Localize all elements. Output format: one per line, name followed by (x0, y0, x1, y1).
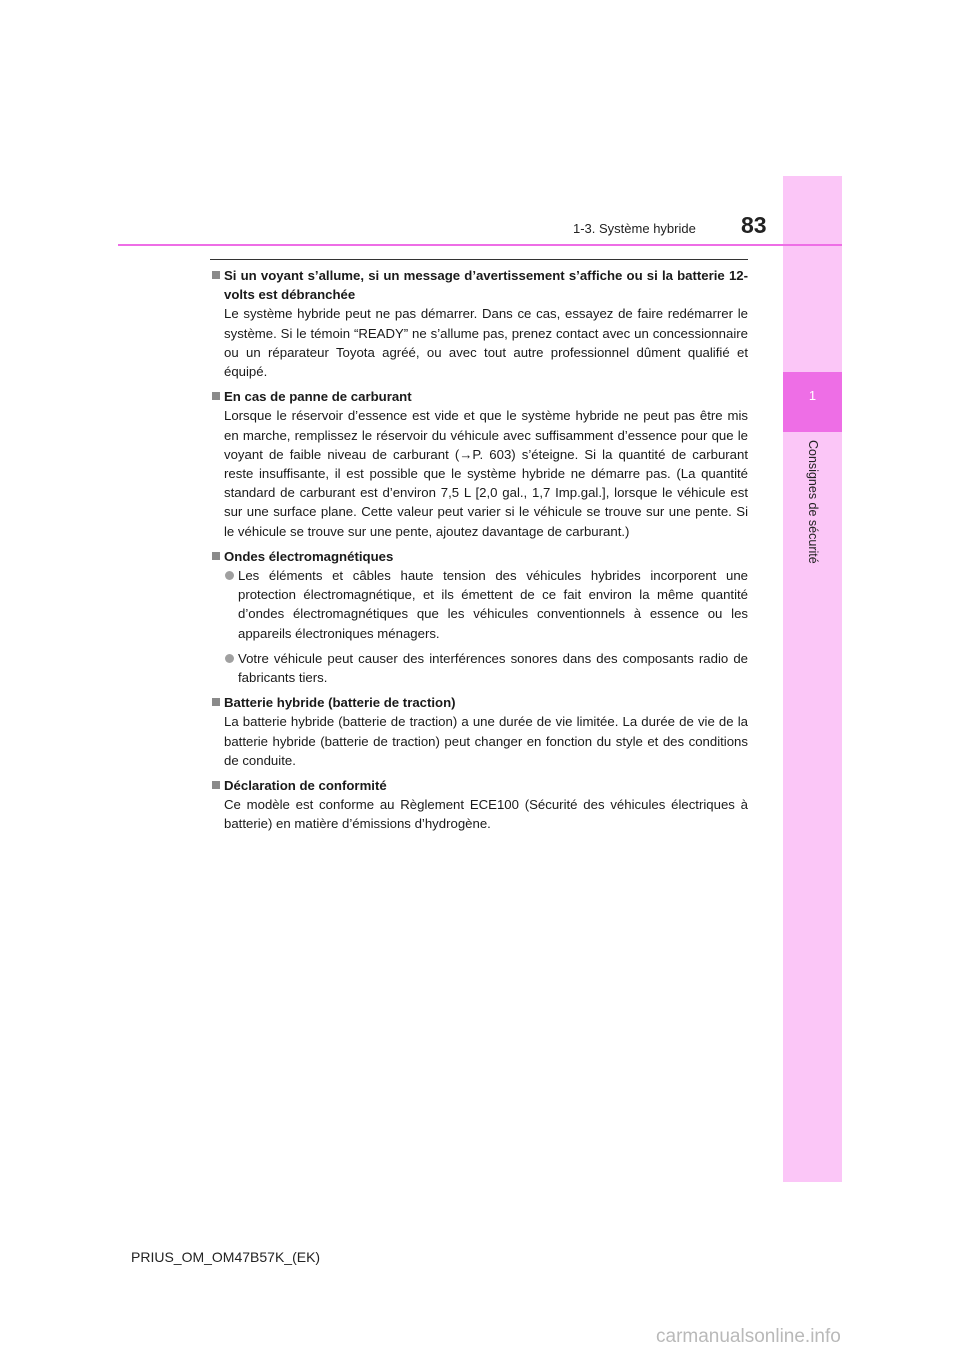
list-item: Votre véhicule peut causer des interférences sonores dans des composants radio de fabricants tiers. (210, 649, 748, 687)
square-bullet-icon (212, 271, 220, 279)
section-warning-light (210, 266, 748, 381)
round-bullet-icon (225, 654, 234, 663)
section-heading: Batterie hybride (batterie de traction) (210, 693, 748, 712)
section-text: La batterie hybride (batterie de traction) a une durée de vie limitée. La durée de vie de la batterie hybride (batterie de traction) peut changer en fonction du style et des conditions de conduite. (224, 714, 748, 768)
section-fuel-out (210, 387, 748, 541)
section-conformity (210, 776, 748, 834)
square-bullet-icon (212, 781, 220, 789)
page-number: 83 (741, 212, 767, 238)
content-divider (210, 259, 748, 260)
header-divider (118, 244, 842, 246)
section-electromagnetic-waves (210, 547, 748, 687)
section-hybrid-battery (210, 693, 748, 770)
chapter-number: 1 (808, 388, 817, 403)
section-heading: Déclaration de conformité (210, 776, 748, 795)
running-section-title: 1-3. Système hybride (573, 221, 696, 236)
section-heading: En cas de panne de carburant (210, 387, 748, 406)
section-text: Ce modèle est conforme au Règlement ECE100 (Sécurité des véhicules électriques à batterie) en matière d’émissions d’hydrogène. (224, 797, 748, 832)
watermark-text: carmanualsonline.info (656, 1326, 841, 1347)
section-text: Le système hybride peut ne pas démarrer. Dans ce cas, essayez de faire redémarrer le système. Si le témoin “READY” ne s’allume pas, prenez contact avec un concessionnaire ou un réparateur Toyota agréé, ou avec tout autre professionnel dûment qualifié et équipé. (224, 306, 748, 380)
list-item: Les éléments et câbles haute tension des véhicules hybrides incorporent une protection électromagnétique, et ils émettent de ce fait environ la même quantité d’ondes électromagnétiques que les véhicules conventionnels à essence ou les appareils électroniques ménagers. (210, 566, 748, 643)
section-heading: Si un voyant s’allume, si un message d’avertissement s’affiche ou si la batterie 12-volts est débranchée (210, 266, 748, 304)
chapter-side-tab (783, 176, 842, 1182)
square-bullet-icon (212, 392, 220, 400)
square-bullet-icon (212, 552, 220, 560)
document-code: PRIUS_OM_OM47B57K_(EK) (131, 1249, 321, 1265)
square-bullet-icon (212, 698, 220, 706)
round-bullet-icon (225, 571, 234, 580)
chapter-label: Consignes de sécurité (806, 440, 820, 564)
section-heading: Ondes électromagnétiques (210, 547, 748, 566)
section-text: Lorsque le réservoir d’essence est vide et que le système hybride ne peut pas être mis en marche, remplissez le réservoir du véhicule avec suffisamment d’essence pour que le voyant de faible niveau de carburant (→P. 603) s’éteigne. Si la quantité de carburant reste insuffisante, il est possible que le système hybride ne démarre pas. (La quantité standard de carburant est d’environ 7,5 L [2,0 gal., 1,7 Imp.gal.], lorsque le véhicule est sur une surface plane. Cette valeur peut varier si le véhicule se trouve sur une pente. Si le véhicule se trouve sur une pente, ajoutez davantage de carburant.) (224, 408, 748, 539)
page-content (210, 266, 748, 840)
